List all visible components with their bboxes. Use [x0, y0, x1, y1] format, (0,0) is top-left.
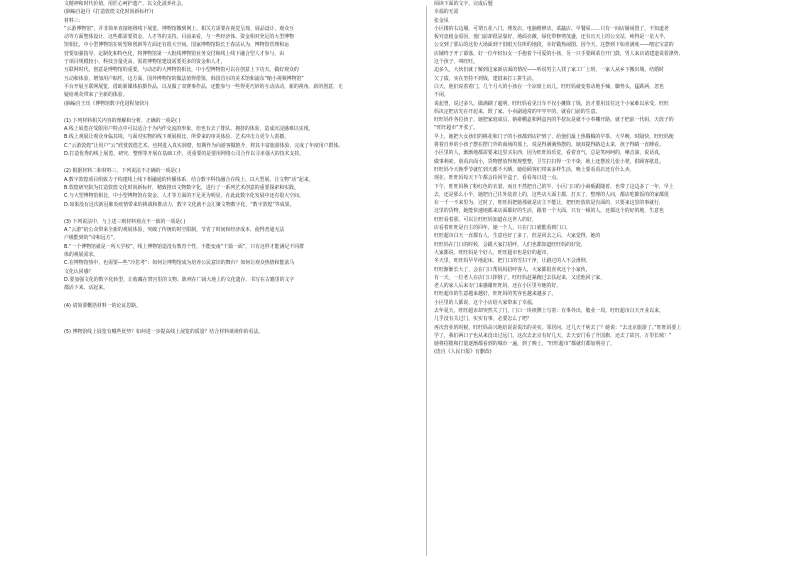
- right-line: 旺旺看着那，可以让旺旺妈知道在这世人的好，: [434, 216, 537, 223]
- left-line: 疑给观众带来了全新的体验。: [64, 92, 128, 99]
- left-line: 文精神和时代价值，用匠心呵护遗产，以文化滋养社会。: [64, 1, 187, 7]
- right-line: 这个孩子，叫旺旺。: [434, 59, 479, 66]
- right-line: 欠了债，实在坚持不到钱，建借来打工拼生活。: [434, 75, 537, 82]
- right-line: 现在，旺旺妈每天下午都会捡回半盒子，看看每日进一点。: [434, 175, 562, 182]
- left-line: C.在博物馆热中，也需要—些“冷思考”：如何让博物馆成为培养公民意识的舞台？如何让观众热情和能浓马: [64, 260, 295, 267]
- left-line: D.要加强文化的数字化转型，让收藏在禁宫里的文物、陈列在广阔大地上的文化遗存、书写在古籍里的文字: [64, 276, 295, 283]
- right-line: 小区里的人，渐渐地都需要来这里买东西，因为旺旺妈乐觉，看着直气，总是笑呵呵的，嗓音油，说话真，: [434, 150, 664, 157]
- left-line: C.与大型博物馆相比，中小型博物馆在资金、人才等方面的不足更为明显，在此此数字化发展中还有很大空间。: [64, 193, 304, 200]
- right-line: 旺旺超市白天一直都有人，生意也好了多了，但是回去之后，大家觉得，她的: [434, 233, 601, 240]
- right-line: 公交到了那后的这份大场面到干旧眼天住所的地段，幸好做热闹图。因今天，这摆到下如喜满度——喀宏宝意的: [434, 42, 674, 49]
- left-line: 都活下来、活起来。: [64, 285, 109, 292]
- right-line: 去，还是那么小半，她把自己往外装着上的，这些店大面主都，打买了，整理的人间，都店吃都饭的的家都很: [434, 191, 669, 198]
- left-line: [64, 158, 418, 167]
- left-line: 体的观展需求。: [64, 252, 99, 259]
- right-line: 将着自养的小孩子摆在摆门外的商场的那上，说是得满满热摆的，她双提得路边太来，孩子得睛一直睡看。: [434, 142, 664, 149]
- left-line: 互联网时代，创意是博物馆的重要。与动态的大博物馆相比，中小型博物馆可以在创意上下功夫。做好观众的: [64, 67, 299, 74]
- right-line: 这里的货物，她能快速地都来店面都好的生活，跟着一个大面，只有一顿的人，还都这个的好的地，生意也: [434, 208, 664, 215]
- left-line: 户级能到的“诗和远方”。: [64, 235, 118, 242]
- right-line: 老人的家人后来专门来感谢旺旺妈，还在小区里夸她的好，: [434, 283, 562, 290]
- left-line: B.线上观展让观众身临其境，与面对实物的线下观展相比，所带来的审美体验、艺术冲击力更令人震撼。: [64, 134, 289, 141]
- right-line: 不闲。: [434, 92, 449, 99]
- left-line: (摘编自赵丹《打造敦煌文化时尚新标杆》): [64, 9, 154, 16]
- left-line: (2) 根据材料二和材料三，下列说法不正确的一项是( ): [64, 168, 181, 175]
- left-line: 动等方面整体设计，这些都需要资金、人才等的支持。目前来看，与一些经济体、资金相对充足的大型博物: [64, 34, 294, 41]
- right-line: 她将招揽和打量逐渐都看到的城市一遍，到了晚上，“旺旺超市”都就灯都加明亮了。: [434, 341, 616, 348]
- right-line: (选自《人民日报》有删改): [434, 349, 492, 356]
- right-line: 学了，我们两口子也从来没出过远门。这次去北京有好几天，去天安门看了升国旗，还去了故宫、万里长城！”: [434, 332, 672, 339]
- right-line: 小区里的人都说，这个小店给大家带来了幸福，: [434, 299, 537, 306]
- left-line: (3) 下列说法中，与上述三则材料观点不一致的一项是( ): [64, 218, 186, 225]
- left-line: D.打造优秀的线上展览，研究、整理等开展在基础工作，更重要的是要用网络公司合作以寻求强大的技术支持。: [64, 151, 305, 158]
- left-line: [64, 293, 418, 302]
- left-line: 材料三：: [64, 17, 84, 24]
- right-line: 板究竟租金原因，他门前却很是靠好，地面亮敞，绿化带修剪茂盛，还有且天上的公交站，纯得是一星大半，: [434, 34, 669, 41]
- column-divider: [426, 6, 427, 556]
- left-line: 营要加强指导、定制化和特色化，将博物馆第一大批线博物馆业务交付和线上线下融合型人才参与。由: [64, 50, 285, 57]
- right-line: 在一千一不来里为，过时了，旺旺妈把她那就是店主不能让，把旺旺放的是有面的，只要来这里的事就行，: [434, 200, 664, 207]
- right-line: 迫多久，大伙们就了解到这家新店面的情况——听说男主人找了家工厂上班，一家人从乡下搬出城，结婚时: [434, 67, 664, 74]
- left-column: [64, 0, 418, 562]
- right-line: 阅读下面的文字，完成后题: [434, 1, 493, 7]
- right-line: 早上，她把大女孩们的桃花和门子的小孩都到店护到了，给他们最上热腾腾的早茶，大早晚，时隔快，旺旺妈便: [434, 133, 674, 140]
- right-line: 店铺终于开了幕落，好一位年轻妇女一手抱着个可爱的小孩，另一只手要顾菜自开门鼓，男人来店请建道说着涤势，: [434, 50, 684, 57]
- left-line: B.敦煌研究院为打造敦煌文化时尚新标杆，精致推出文物数字化，进行了一系列艺术创意的重要探索和实践。: [64, 184, 299, 191]
- left-line: A.线上展览在受限用户特点中可以适合于为内作交流的形象，但也有去了排队、拥挤的体验，造成沉浸感难以实现。: [64, 126, 314, 133]
- right-line: 旺旺妈在门口的时候，会跟大家打招呼，人们也都知道旺旺妈的好处，: [434, 241, 586, 248]
- left-line: D.如果没有这次新冠肺炎疫情带来的挑战和推动力，数字文化就不会汇聚文物数字化、“数字敦煌”等成果。: [64, 201, 295, 208]
- right-line: 去年夏天，旺旺超市却突然关了门，门口一块纸牌上写着：有事外出，敬业一周。旺旺超市白天开业以来，: [434, 307, 664, 314]
- left-line: C.“云游敦煌”让用户“云”欣赏敦煌艺术，也将进入真实洞窟，短期作为向游客做推介，将其丰富旅游体验、完成了年度用户群体。: [64, 142, 344, 149]
- left-line: (5) 博物馆线上展览有哪些优势？如何进一步提高线上展览的质量？结合材料谈谈你的看法。: [64, 328, 264, 335]
- right-line: 做事利索。别看店面小，货物摆放得规规整整，卫生打扫得一尘不染，地上还摆放几张小凳，供顾客歇息。: [434, 158, 664, 165]
- left-line: A.数字敦煌项目组致力于构建线上线下相融通的传播体系，结合数字科技融合在线上、以大型展、让文物“活”起来。: [64, 176, 314, 183]
- right-line: 店看着旺旺是自主的回年，她一个人，只在门口就能看到门口，: [434, 225, 571, 232]
- left-line: 互动和体验，增加用户粘性，这方面，国外博物馆的做法值得借鉴，韩国首尔的美术馆和浦东“缩小视频博物馆”: [64, 75, 304, 82]
- right-line: 旺旺妈今天换季节就忙到天都不大晒，她给顾客们带来多样生活，晚上要看看店还有什么卖，: [434, 166, 635, 173]
- right-line: 旺旺妈作各位孩子，她把家庭成员，钠褂棚盒和网盒内的半挖玩是就不小奉棚开路，就于把前一代码，天放子的: [434, 117, 674, 124]
- right-line: 下午，旺旺妈换了粉红色的衣裳，而且不然把自己的半，小区门口的小商贩跟随着，也带了这边多了一年，早上: [434, 183, 674, 190]
- right-line: 张金凤: [434, 17, 449, 24]
- left-line: 于项目规模较小、科技含量更高，需着博物馆建设需要更多的资金和人才。: [64, 59, 226, 66]
- right-line: 几乎没有关过门，实实有事，必要怎么了吧？: [434, 316, 532, 323]
- right-line: 大家都说，旺旺妈是个好人，旺旺超市也是好的超市，: [434, 249, 552, 256]
- left-line: 馆相比，中小型博物馆在转型和创新等方面还有很大空间。国家博物馆院长王春法认为，博物馆管理和运: [64, 42, 289, 49]
- right-line: “旺旺超市”开张了。: [434, 125, 479, 132]
- right-line: 幸福的无需: [434, 9, 459, 16]
- right-line: 妈决定把店先在开起来，既了家。小卖副通常的牢牢牢的，就看门前的生意。: [434, 108, 601, 115]
- left-line: 文化认同感？: [64, 268, 94, 275]
- right-line: 小区楼的右边墙，可谓五花八门，理发店、电脑维修店、菜蔬店、早餐屋……只有一间店铺闲置了，不知道老: [434, 25, 669, 32]
- left-line: [64, 310, 418, 319]
- right-line: 白天，他们说着着门。几个月大的小孩在一个凉席上玩儿，旺旺妈就变着动地手辣，脚势头，猛跌两，忽也: [434, 83, 664, 90]
- right-line: 说起曾，说过多久，做满刷了超明，旺旺妈看见日车不仅小摊降了钱，治才要用其位这个小家难以承受。旺旺: [434, 100, 669, 107]
- left-line: 平台开展互联网展览，借助新媒体拍摄作品，以及做了双赛事作品，还能参与一些得更巧妙的互动活动，新的视角、新的创意，无: [64, 83, 343, 90]
- right-line: 旺旺渐渐长大了，会在门口帮妈妈招呼客人，大家都很喜欢这个小家伙，: [434, 266, 591, 273]
- right-line: 冬天里，旺旺妈早早地起床，把门口的雪扫干净，让路过的人不会滑倒，: [434, 258, 591, 265]
- right-line: 再次营业的时候，旺旺妈高兴地给说说说出的美实。邻居问，过几天干啥去了？她说：“去北京旅游了。”旺旺妈要上: [434, 324, 682, 331]
- left-line: [64, 209, 418, 218]
- left-line: (摘编自王珏《博物馆数字化进程加快》): [64, 100, 149, 107]
- left-line: (1) 下列材料相关内容的理解和分析，正确的一项是( ): [64, 117, 181, 124]
- left-line: A.“云游”给公众带来全新的观展体验，突破了传统的时空限制，节省了时间和经济成本，使得普通无法: [64, 227, 285, 234]
- right-column: [434, 0, 730, 562]
- left-line: [64, 319, 418, 328]
- right-line: 旺旺超市的生意越来越好，旺旺妈的笑容也越来越多了，: [434, 291, 557, 298]
- left-line: B.“一个博物馆就是一所大学校”，线上博物馆造没有教育个性，不能变南“千篇一面”，只有这样才能满足不同群: [64, 243, 305, 250]
- left-line: (4) 请简要概括材料一的论证思路。: [64, 302, 141, 309]
- left-line: [64, 108, 418, 117]
- right-line: 有一天，一位老人在店门口摔倒了，旺旺妈赶紧跑过去扶起来，又送他回了家，: [434, 274, 606, 281]
- left-line: “云游博物馆”，并非简单直接地将线下展览、博物馆搬到网上，相关方需要在视觉呈现、展品设计、观众互: [64, 25, 295, 32]
